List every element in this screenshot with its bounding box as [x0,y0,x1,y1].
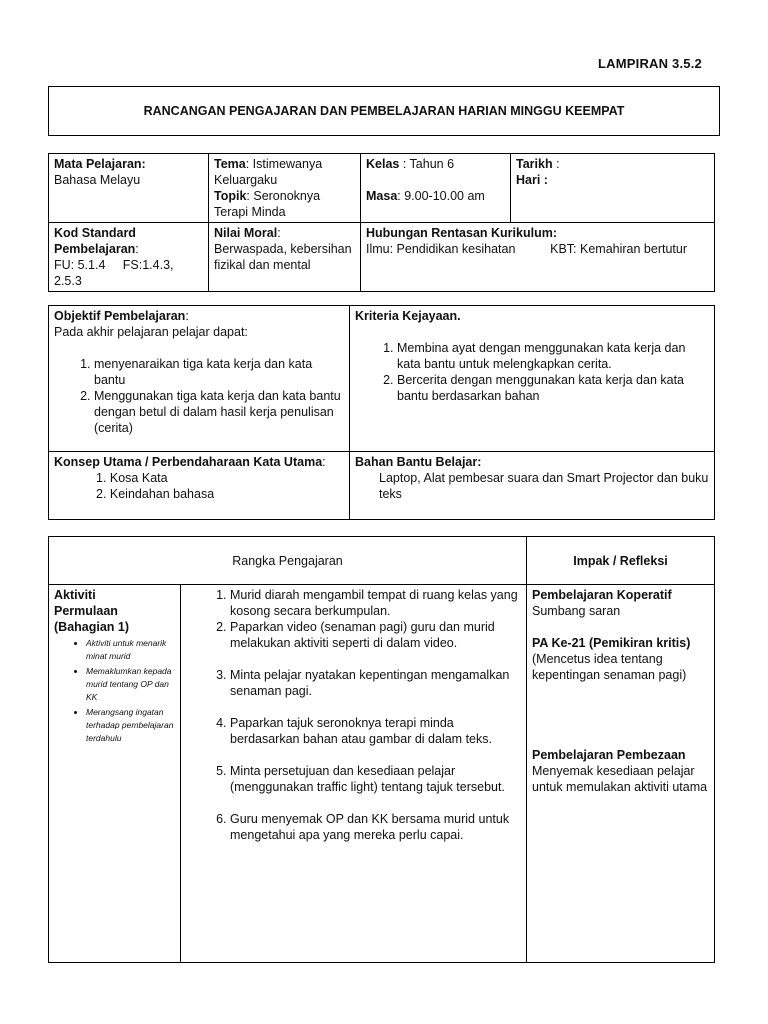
rangka-header-cell [49,537,527,585]
konsep-colon: : [322,455,326,469]
koperatif-label: Pembelajaran Koperatif [532,588,672,602]
objektif-item: 2. Menggunakan tiga kata kerja dan kata bantu dengan betul di dalam hasil kerja penulisan (cerita) [94,388,344,436]
objektif-intro: Pada akhir pelajaran pelajar dapat: [54,325,248,339]
konsep-label: Konsep Utama / Perbendaharaan Kata Utama [54,455,323,469]
step-item: 4. Paparkan tajuk seronoknya terapi minda berdasarkan bahan atau gambar di dalam teks. [230,715,521,747]
kod-standard-colon: : [135,242,139,256]
pembezaan-label: Pembelajaran Pembezaan [532,748,686,762]
tarikh-label: Tarikh [516,157,553,171]
aktiviti-note: • Aktiviti untuk menarik minat murid [86,637,175,663]
mata-pelajaran-value: Bahasa Melayu [54,173,141,187]
step-item: 1. Murid diarah mengambil tempat di ruang kelas yang kosong secara berkumpulan. [230,587,521,619]
impak-cell [527,585,715,963]
konsep-item: 2. Keindahan bahasa [96,487,215,501]
kod-standard-cell [49,223,209,292]
objektif-cell [49,306,350,452]
info-table [48,153,715,292]
kriteria-item: 1. Membina ayat dengan menggunakan kata kerja dan kata bantu untuk melengkapkan cerita. [397,340,709,372]
steps-list [186,587,521,843]
konsep-cell [49,452,350,520]
objektif-colon: : [185,309,189,323]
step-item: 2. Paparkan video (senaman pagi) guru dan murid melakukan aktiviti seperti di dalam video. [230,619,521,651]
hubungan-value: Ilmu: Pendidikan kesihatan KBT: Kemahiran bertutur [366,242,687,256]
bahan-cell [350,452,715,520]
konsep-item: 1. Kosa Kata [96,471,168,485]
objektif-label: Objektif Pembelajaran [54,309,186,323]
masa-label: Masa [366,189,398,203]
aktiviti-cell [49,585,181,963]
aktiviti-label: Aktiviti Permulaan (Bahagian 1) [54,588,130,634]
kelas-value: : Tahun 6 [399,157,455,171]
bahan-value: Laptop, Alat pembesar suara dan Smart Projector dan buku teks [379,471,709,501]
step-item: 5. Minta persetujuan dan kesediaan pelajar (menggunakan traffic light) tentang tajuk tersebut. [230,763,521,795]
aktiviti-note: • Memaklumkan kepada murid tentang OP dan KK [86,665,175,704]
bahan-label: Bahan Bantu Belajar: [355,455,482,469]
tema-label: Tema [214,157,246,171]
step-item: 3. Minta pelajar nyatakan kepentingan mengamalkan senaman pagi. [230,667,521,699]
impak-header-cell [527,537,715,585]
nilai-moral-cell [209,223,361,292]
kod-standard-label: Kod Standard Pembelajaran [54,226,136,256]
masa-value: : 9.00-10.00 am [397,189,485,203]
koperatif-value: Sumbang saran [532,604,621,618]
kriteria-list [355,340,709,404]
kriteria-item: 2. Bercerita dengan menggunakan kata kerja dan kata bantu berdasarkan bahan [397,372,709,404]
tarikh-cell [511,154,715,223]
mata-pelajaran-cell [49,154,209,223]
hari-label: Hari : [516,173,548,187]
document-title-text: RANCANGAN PENGAJARAN DAN PEMBELAJARAN HARIAN MINGGU KEEMPAT [143,104,625,118]
tema-value: : Istimewanya Keluargaku [214,157,323,187]
document-title [48,86,720,136]
nilai-moral-label: Nilai Moral [214,226,278,240]
impak-header: Impak / Refleksi [573,553,668,568]
aktiviti-note: • Merangsang ingatan terhadap pembelajaran terdahulu [86,706,175,745]
steps-cell [181,585,527,963]
kod-standard-value: FU: 5.1.4 FS:1.4.3, 2.5.3 [54,258,177,288]
mata-pelajaran-label: Mata Pelajaran: [54,157,146,171]
objektif-table [48,305,715,520]
pa-value: (Mencetus idea tentang kepentingan senaman pagi) [532,652,687,682]
aktiviti-notes [54,637,175,745]
hubungan-cell [361,223,715,292]
nilai-moral-value: Berwaspada, kebersihan fizikal dan mental [214,242,352,272]
tarikh-value: : [552,157,560,171]
rangka-table [48,536,715,963]
pa-label: PA Ke-21 (Pemikiran kritis) [532,636,691,650]
rangka-header: Rangka Pengajaran [232,553,343,568]
objektif-list [54,356,344,436]
step-item: 6. Guru menyemak OP dan KK bersama murid untuk mengetahui apa yang mereka perlu capai. [230,811,521,843]
kriteria-cell [350,306,715,452]
kelas-label: Kelas [366,157,400,171]
lampiran-label: LAMPIRAN 3.5.2 [598,56,702,71]
topik-label: Topik [214,189,247,203]
nilai-moral-colon: : [277,226,281,240]
objektif-item: 1. menyenaraikan tiga kata kerja dan kata bantu [94,356,344,388]
topik-value: : Seronoknya Terapi Minda [214,189,321,219]
kriteria-label: Kriteria Kejayaan. [355,309,461,323]
pembezaan-value: Menyemak kesediaan pelajar untuk memulakan aktiviti utama [532,764,708,794]
kelas-cell [361,154,511,223]
hubungan-label: Hubungan Rentasan Kurikulum: [366,226,557,240]
tema-cell [209,154,361,223]
